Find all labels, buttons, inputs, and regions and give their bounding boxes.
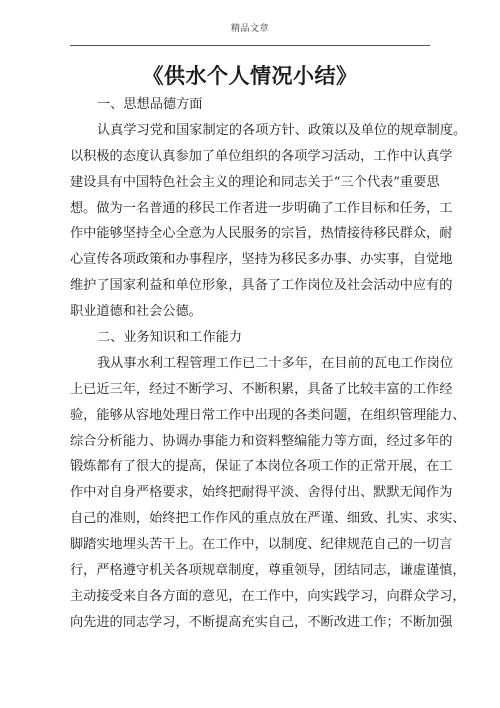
paragraph-line: 自己的准则，始终把工作作风的重点放在严谨、细致、扎实、求实、 [70, 511, 466, 527]
section-heading: 二、业务知识和工作能力 [97, 330, 243, 346]
paragraph-line: 作中对自身严格要求，始终把耐得平淡、舍得付出、默默无闻作为 [70, 485, 453, 501]
paragraph-line: 脚踏实地埋头苦干上。在工作中，以制度、纪律规范自己的一切言 [70, 537, 453, 553]
paragraph-line: 想。做为一名普通的移民工作者进一步明确了工作目标和任务，工 [70, 200, 453, 216]
paragraph-line: 向先进的同志学习，不断提高充实自己，不断改进工作；不断加强 [70, 614, 453, 630]
paragraph-line: 锻炼都有了很大的提高，保证了本岗位各项工作的正常开展，在工 [70, 459, 453, 475]
document-body [70, 92, 467, 636]
paragraph-line: 维护了国家利益和单位形象，具备了工作岗位及社会活动中应有的 [70, 278, 453, 294]
paragraph-line: 我从事水利工程管理工作已二十多年，在目前的瓦电工作岗位 [97, 355, 454, 371]
paragraph-line: 验，能够从容地处理日常工作中出现的各类问题，在组织管理能力、 [70, 407, 466, 423]
paragraph-line: 行，严格遵守机关各项规章制度，尊重领导，团结同志，谦虚谨慎， [70, 563, 466, 579]
paragraph-line: 认真学习党和国家制定的各项方针、政策以及单位的规章制度。 [97, 122, 467, 138]
page-header-label: 精品文章 [230, 24, 269, 34]
paragraph-line: 建设具有中国特色社会主义的理论和同志关于“三个代表”重要思 [70, 174, 440, 190]
header-divider [70, 45, 430, 46]
paragraph-line: 心宣传各项政策和办事程序，坚持为移民多办事、办实事，自觉地 [70, 252, 453, 268]
document-title: 《供水个人情况小结》 [142, 64, 358, 88]
paragraph-line: 作中能够坚持全心全意为人民服务的宗旨，热情接待移民群众，耐 [70, 226, 453, 242]
paragraph-line: 职业道德和社会公德。 [70, 304, 202, 320]
paragraph-line: 上已近三年，经过不断学习、不断积累，具备了比较丰富的工作经 [70, 381, 453, 397]
paragraph-line: 综合分析能力、协调办事能力和资料整编能力等方面，经过多年的 [70, 433, 453, 449]
section-heading: 一、思想品德方面 [97, 97, 203, 112]
paragraph-line: 主动接受来自各方面的意见，在工作中，向实践学习，向群众学习， [70, 588, 466, 604]
paragraph-line: 以积极的态度认真参加了单位组织的各项学习活动，工作中认真学 [70, 148, 453, 164]
